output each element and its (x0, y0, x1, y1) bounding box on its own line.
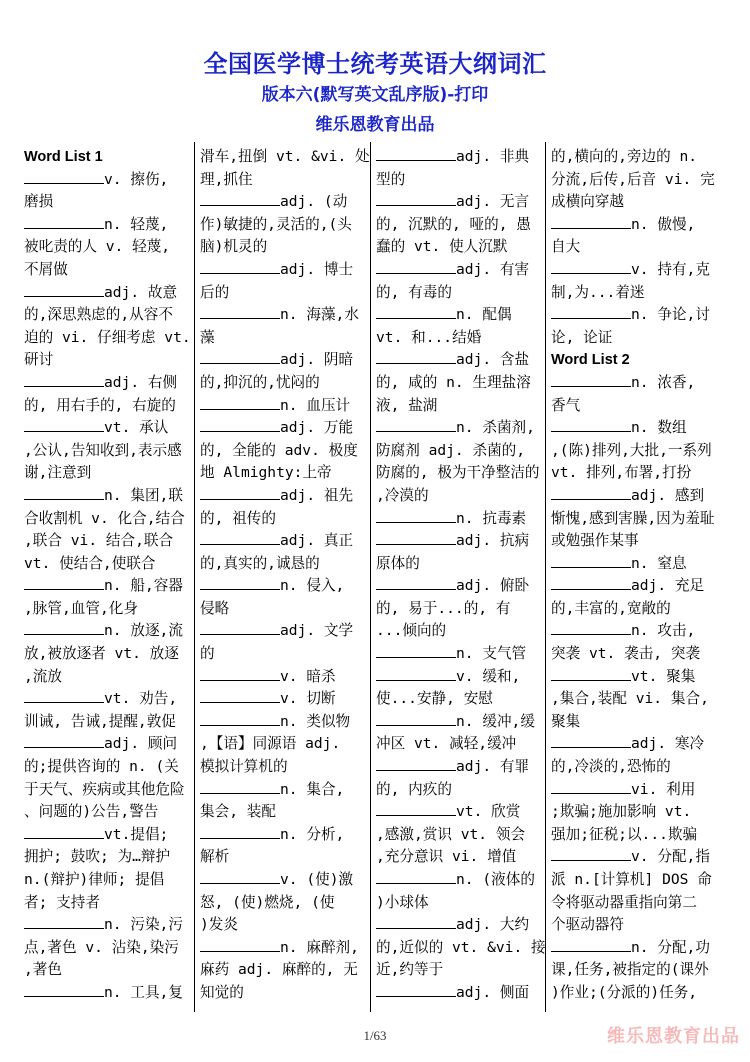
answer-blank (376, 146, 456, 161)
definition-line: 被叱责的人 v. 轻蔑, (24, 238, 171, 256)
definition-text: v. (使)激 (280, 871, 354, 888)
vocab-entry-line (376, 575, 541, 598)
definition-line: 后的 (200, 283, 230, 301)
vocab-entry-line (200, 688, 365, 711)
definition-text: n. 浓香, (631, 373, 696, 391)
definition-line: 课,任务,被指定的(课外 (551, 961, 709, 979)
definition-line: 论, 论证 (551, 328, 613, 346)
definition-line: 脑)机灵的 (200, 238, 268, 256)
vocab-entry-line (200, 779, 365, 802)
word-list-heading: Word List 2 (551, 352, 630, 369)
definition-text: n. 污染,污 (104, 916, 183, 934)
definition-line: 侵略 (200, 599, 230, 617)
vocab-entry-line (200, 666, 365, 689)
definition-line: ,感激,赏识 vt. 领会 (376, 825, 526, 843)
definition-line: ,著色 (24, 961, 62, 979)
vocab-entry-line (24, 214, 189, 237)
definition-text: adj. 俯卧 (456, 577, 530, 595)
answer-blank (24, 575, 104, 590)
answer-blank (376, 304, 456, 319)
vocab-entry-line (551, 553, 716, 576)
vocab-entry-line (376, 530, 541, 553)
definition-line: 集会, 装配 (200, 803, 276, 821)
definition-line: 迫的 vi. 仔细考虑 vt. (24, 328, 191, 346)
definition-line: )小球体 (376, 893, 429, 911)
definition-line: 的, 全能的 adv. 极度 (200, 441, 358, 459)
definition-line: 的, 有毒的 (376, 283, 452, 301)
definition-line: 地 Almighty:上帝 (200, 464, 332, 482)
definition-line: 放,被放逐者 vt. 放逐 (24, 645, 179, 663)
definition-text: v. 暗杀 (280, 667, 336, 685)
answer-blank (551, 937, 631, 952)
definition-line: ,充分意识 vi. 增值 (376, 848, 517, 866)
definition-text: n. 海藻,水 (280, 306, 359, 324)
answer-blank (376, 530, 456, 545)
answer-blank (551, 575, 631, 590)
definition-text: adj. (动 (280, 193, 348, 211)
vocab-entry-line (551, 846, 716, 869)
definition-text: adj. 无言 (456, 193, 530, 211)
definition-text: n. 集团,联 (104, 486, 183, 504)
definition-line: 近,约等于 (376, 961, 444, 979)
answer-blank (376, 711, 456, 726)
word-list-heading: Word List 1 (24, 149, 103, 165)
definition-line: 冲区 vt. 减轻,缓冲 (376, 735, 517, 753)
vocab-entry-line (200, 711, 365, 734)
answer-blank (551, 214, 631, 229)
definition-line: 滑车,扭倒 vt. &vi. 处 (200, 148, 370, 165)
definition-text: n. 工具,复 (104, 983, 183, 1001)
definition-text: adj. 有罪 (456, 758, 530, 776)
answer-blank (376, 643, 456, 658)
answer-blank (200, 191, 280, 206)
vocab-entry-line (24, 733, 189, 756)
definition-line: n.(辩护)律师; 提倡 (24, 871, 165, 888)
definition-line: 制,为...着迷 (551, 283, 645, 301)
definition-line: ;欺骗;施加影响 vt. (551, 803, 692, 821)
definition-text: adj. 阴暗 (280, 351, 354, 369)
vocab-entry-line (200, 395, 365, 418)
definition-text: adj. 有害 (456, 260, 530, 278)
definition-line: 的,横向的,旁边的 n. (551, 148, 698, 165)
vocab-entry-line (24, 688, 189, 711)
answer-blank (551, 372, 631, 387)
definition-text: adj. 右侧 (104, 373, 178, 391)
definition-line: 的, 用右手的, 右旋的 (24, 396, 176, 414)
definition-text: adj. 故意 (104, 283, 178, 301)
vocab-entry-line (376, 869, 541, 892)
definition-line: vt. 使结合,使联合 (24, 554, 156, 572)
definition-line: 个驱动器符 (551, 916, 624, 934)
vocab-entry-line (551, 372, 716, 395)
definition-line: 令将驱动器重指向第二 (551, 893, 697, 911)
definition-text: n. 轻蔑, (104, 215, 169, 233)
definition-text: adj. 含盐 (456, 351, 530, 369)
definition-line: 藻 (200, 328, 215, 346)
definition-text: n. 攻击, (631, 622, 696, 640)
vocab-entry-line (24, 417, 189, 440)
definition-line: 液, 盐湖 (376, 396, 438, 414)
answer-blank (376, 417, 456, 432)
definition-line: 防腐剂 adj. 杀菌的, (376, 441, 526, 459)
definition-line: 拥护; 鼓吹; 为…辩护 (24, 848, 171, 866)
definition-line: 于天气、疾病或其他危险 (24, 780, 185, 798)
vocab-entry-line (376, 914, 541, 937)
watermark: 维乐恩教育出品 (607, 1026, 740, 1047)
answer-blank (24, 824, 104, 839)
answer-blank (200, 779, 280, 794)
vocab-entry-line (376, 801, 541, 824)
definition-text: adj. 万能 (280, 419, 354, 437)
definition-line: )作业;(分派的)任务, (551, 983, 698, 1001)
answer-blank (376, 869, 456, 884)
definition-line: 不屑做 (24, 260, 68, 278)
definition-line: ,(陈)排列,大批,一系列 (551, 441, 712, 459)
definition-line: 使...安静, 安慰 (376, 690, 493, 708)
definition-text: n. 船,容器 (104, 577, 183, 595)
definition-text: v. 持有,克 (631, 260, 710, 278)
definition-line: 分流,后传,后音 vi. 完 (551, 170, 715, 188)
answer-blank (200, 869, 280, 884)
definition-line: 香气 (551, 396, 581, 414)
vocab-entry-line (200, 620, 365, 643)
definition-text: n. 缓冲,缓 (456, 712, 535, 730)
vocab-column-2 (200, 146, 370, 1005)
answer-blank (200, 259, 280, 274)
definition-line: 的,近似的 vt. &vi. 接 (376, 938, 546, 956)
definition-text: adj. 文学 (280, 622, 354, 640)
vocab-entry-line (376, 982, 541, 1005)
vocab-entry-line (376, 191, 541, 214)
definition-text: n. 分配,功 (631, 938, 710, 956)
answer-blank (376, 982, 456, 997)
answer-blank (200, 620, 280, 635)
definition-line: 或勉强作某事 (551, 532, 639, 550)
definition-line: ,联合 vi. 结合,联合 (24, 532, 174, 550)
answer-blank (24, 169, 104, 184)
answer-blank (376, 508, 456, 523)
vocab-column-3 (376, 146, 546, 1005)
definition-text: n. 抗毒素 (456, 509, 527, 527)
definition-text: n. 杀菌剂, (456, 419, 535, 437)
answer-blank (551, 259, 631, 274)
vocab-entry-line (376, 711, 541, 734)
vocab-entry-line (24, 575, 189, 598)
definition-text: n. 争论,讨 (631, 306, 710, 324)
answer-blank (551, 846, 631, 861)
vocab-entry-line (551, 485, 716, 508)
answer-blank (376, 349, 456, 364)
vocab-entry-line (551, 214, 716, 237)
definition-line: 聚集 (551, 712, 581, 730)
answer-blank (376, 666, 456, 681)
definition-line: 的,深思熟虑的,从容不 (24, 306, 173, 324)
definition-line: 训诫, 告诫,提醒,敦促 (24, 712, 176, 730)
definition-line: 理,抓住 (200, 170, 253, 188)
answer-blank (200, 937, 280, 952)
definition-line: ,脉管,血管,化身 (24, 599, 138, 617)
definition-line: 的, 沉默的, 哑的, 愚 (376, 215, 531, 233)
definition-text: adj. 顾问 (104, 735, 178, 753)
definition-line: 模拟计算机的 (200, 758, 288, 776)
definition-text: n. 类似物 (280, 712, 351, 730)
answer-blank (200, 349, 280, 364)
answer-blank (551, 733, 631, 748)
answer-blank (24, 417, 104, 432)
definition-line: ,冷漠的 (376, 486, 429, 504)
definition-text: adj. 博士 (280, 260, 354, 278)
answer-blank (376, 191, 456, 206)
vocab-entry-line (200, 349, 365, 372)
definition-text: n. 支气管 (456, 645, 527, 663)
vocab-entry-line (551, 417, 716, 440)
answer-blank (24, 620, 104, 635)
definition-text: adj. 寒冷 (631, 735, 705, 753)
definition-line: ...倾向的 (376, 622, 447, 640)
answer-blank (376, 575, 456, 590)
definition-line: 知觉的 (200, 983, 244, 1001)
definition-line: ,公认,告知收到,表示感 (24, 441, 182, 459)
definition-line: 的, 咸的 n. 生理盐溶 (376, 373, 531, 391)
answer-blank (24, 372, 104, 387)
definition-line: 突袭 vt. 袭击, 突袭 (551, 645, 701, 663)
vocab-column-1 (24, 146, 189, 1005)
definition-line: 的,丰富的,宽敞的 (551, 599, 671, 617)
vocab-entry-line (551, 937, 716, 960)
definition-text: adj. 祖先 (280, 486, 354, 504)
definition-line: 型的 (376, 170, 406, 188)
page-number: 1/63 (363, 1028, 387, 1043)
vocab-entry-line (200, 824, 365, 847)
answer-blank (376, 756, 456, 771)
definition-text: adj. 侧面 (456, 983, 530, 1001)
vocab-entry-line (24, 485, 189, 508)
definition-line: 惭愧,感到害臊,因为羞耻 (551, 509, 715, 527)
definition-text: n. 集合, (280, 780, 345, 798)
vocab-entry-line (24, 982, 189, 1005)
vocab-entry-line (551, 779, 716, 802)
definition-line: ,【语】同源语 adj. (200, 735, 341, 753)
answer-blank (200, 530, 280, 545)
answer-blank (24, 214, 104, 229)
answer-blank (551, 485, 631, 500)
vocab-entry-line (376, 643, 541, 666)
definition-line: 怒, (使)燃烧, (使 (200, 893, 335, 911)
answer-blank (200, 395, 280, 410)
definition-text: n. 配偶 (456, 306, 512, 324)
definition-line: 、问题的)公告,警告 (24, 803, 159, 821)
answer-blank (551, 666, 631, 681)
definition-text: adj. 非典 (456, 148, 530, 165)
definition-text: n. 麻醉剂, (280, 938, 359, 956)
answer-blank (24, 982, 104, 997)
column-divider (194, 142, 195, 1012)
vocab-entry-line (376, 259, 541, 282)
vocab-entry-line (376, 146, 541, 169)
answer-blank (200, 824, 280, 839)
definition-text: adj. 抗病 (456, 532, 530, 550)
definition-text: v. 擦伤, (104, 170, 169, 188)
definition-line: 谢,注意到 (24, 464, 92, 482)
vocab-entry-line (200, 575, 365, 598)
definition-line: 的, 内疚的 (376, 780, 452, 798)
definition-line: 原体的 (376, 554, 420, 572)
definition-line: 的, 祖传的 (200, 509, 276, 527)
definition-line: 合收割机 v. 化合,结合 (24, 509, 185, 527)
vocab-entry-line (200, 191, 365, 214)
vocab-entry-line (551, 304, 716, 327)
document-title: 全国医学博士统考英语大纲词汇 (203, 50, 547, 78)
vocab-entry-line (200, 304, 365, 327)
vocab-entry-line (551, 666, 716, 689)
vocab-entry-line (551, 733, 716, 756)
answer-blank (551, 417, 631, 432)
definition-text: vt. 聚集 (631, 667, 696, 685)
definition-line: 自大 (551, 238, 581, 256)
column-divider (370, 142, 371, 1012)
vocab-entry-line (200, 937, 365, 960)
vocab-column-4 (551, 146, 716, 1005)
answer-blank (376, 801, 456, 816)
definition-line: 强加;征税;以...欺骗 (551, 825, 698, 843)
answer-blank (24, 688, 104, 703)
definition-text: n. 血压计 (280, 396, 351, 414)
definition-line: 的,冷淡的,恐怖的 (551, 758, 671, 776)
definition-text: v. 分配,指 (631, 848, 710, 866)
answer-blank (200, 666, 280, 681)
answer-blank (200, 485, 280, 500)
answer-blank (551, 304, 631, 319)
vocab-entry-line (551, 575, 716, 598)
definition-text: n. 侵入, (280, 577, 345, 595)
answer-blank (376, 259, 456, 274)
answer-blank (551, 779, 631, 794)
definition-text: adj. 感到 (631, 486, 705, 504)
vocab-entry-line (200, 417, 365, 440)
vocab-entry-line (24, 620, 189, 643)
answer-blank (24, 485, 104, 500)
column-divider (545, 142, 546, 1012)
definition-text: v. 切断 (280, 690, 336, 708)
definition-text: n. 傲慢, (631, 215, 696, 233)
vocab-entry-line (24, 372, 189, 395)
answer-blank (200, 575, 280, 590)
definition-line: 成横向穿越 (551, 193, 624, 211)
definition-line: 防腐的, 极为干净整洁的 (376, 464, 540, 482)
definition-line: vt. 和...结婚 (376, 328, 482, 346)
vocab-entry-line (376, 508, 541, 531)
vocab-entry-line (376, 304, 541, 327)
definition-line: ,集合,装配 vi. 集合, (551, 690, 709, 708)
definition-line: vt. 排列,布署,打扮 (551, 464, 692, 482)
definition-line: 麻药 adj. 麻醉的, 无 (200, 961, 358, 979)
vocab-entry-line (24, 824, 189, 847)
definition-line: 解析 (200, 848, 230, 866)
definition-line: 的 (200, 645, 215, 663)
definition-line: 的, 易于...的, 有 (376, 599, 511, 617)
definition-text: adj. 充足 (631, 577, 705, 595)
vocab-entry-line (24, 914, 189, 937)
answer-blank (200, 688, 280, 703)
vocab-entry-line (376, 349, 541, 372)
definition-line: 派 n.[计算机] DOS 命 (551, 871, 712, 888)
definition-text: vt. 欣赏 (456, 803, 521, 821)
definition-text: n. 分析, (280, 825, 345, 843)
publisher-line: 维乐恩教育出品 (315, 115, 435, 135)
vocab-entry-line (24, 282, 189, 305)
vocab-entry-line (376, 666, 541, 689)
definition-text: adj. 大约 (456, 916, 530, 934)
vocab-entry-line (551, 620, 716, 643)
vocab-entry-line (551, 259, 716, 282)
definition-text: n. (液体的 (456, 871, 535, 888)
document-subtitle: 版本六(默写英文乱序版)-打印 (261, 85, 489, 105)
vocab-entry-line (376, 417, 541, 440)
vocab-entry-line (200, 485, 365, 508)
definition-line: )发炎 (200, 916, 238, 934)
definition-line: 蠢的 vt. 使人沉默 (376, 238, 508, 256)
definition-text: vt. 劝告, (104, 690, 178, 708)
answer-blank (200, 711, 280, 726)
definition-text: vt.提倡; (104, 825, 169, 843)
definition-text: n. 放逐,流 (104, 622, 183, 640)
definition-line: 磨损 (24, 193, 54, 211)
vocab-entry-line (200, 869, 365, 892)
answer-blank (24, 282, 104, 297)
answer-blank (200, 304, 280, 319)
answer-blank (24, 914, 104, 929)
definition-line: 点,著色 v. 沾染,染污 (24, 938, 179, 956)
definition-line: ,流放 (24, 667, 62, 685)
definition-text: n. 窒息 (631, 554, 687, 572)
answer-blank (551, 620, 631, 635)
definition-line: 的,抑沉的,忧闷的 (200, 373, 320, 391)
answer-blank (24, 733, 104, 748)
definition-line: 的,真实的,诚恳的 (200, 554, 320, 572)
definition-text: v. 缓和, (456, 667, 521, 685)
definition-line: 研讨 (24, 351, 54, 369)
definition-line: 作)敏捷的,灵活的,(头 (200, 215, 352, 233)
vocab-entry-line (376, 756, 541, 779)
definition-text: vi. 利用 (631, 780, 696, 798)
definition-line: 者; 支持者 (24, 893, 100, 911)
definition-text: vt. 承认 (104, 419, 169, 437)
vocab-entry-line (24, 169, 189, 192)
definition-text: n. 数组 (631, 419, 687, 437)
answer-blank (376, 914, 456, 929)
answer-blank (551, 553, 631, 568)
answer-blank (200, 417, 280, 432)
definition-text: adj. 真正 (280, 532, 354, 550)
vocab-entry-line (200, 259, 365, 282)
definition-line: 的;提供咨询的 n. (关 (24, 758, 179, 776)
vocab-entry-line (200, 530, 365, 553)
